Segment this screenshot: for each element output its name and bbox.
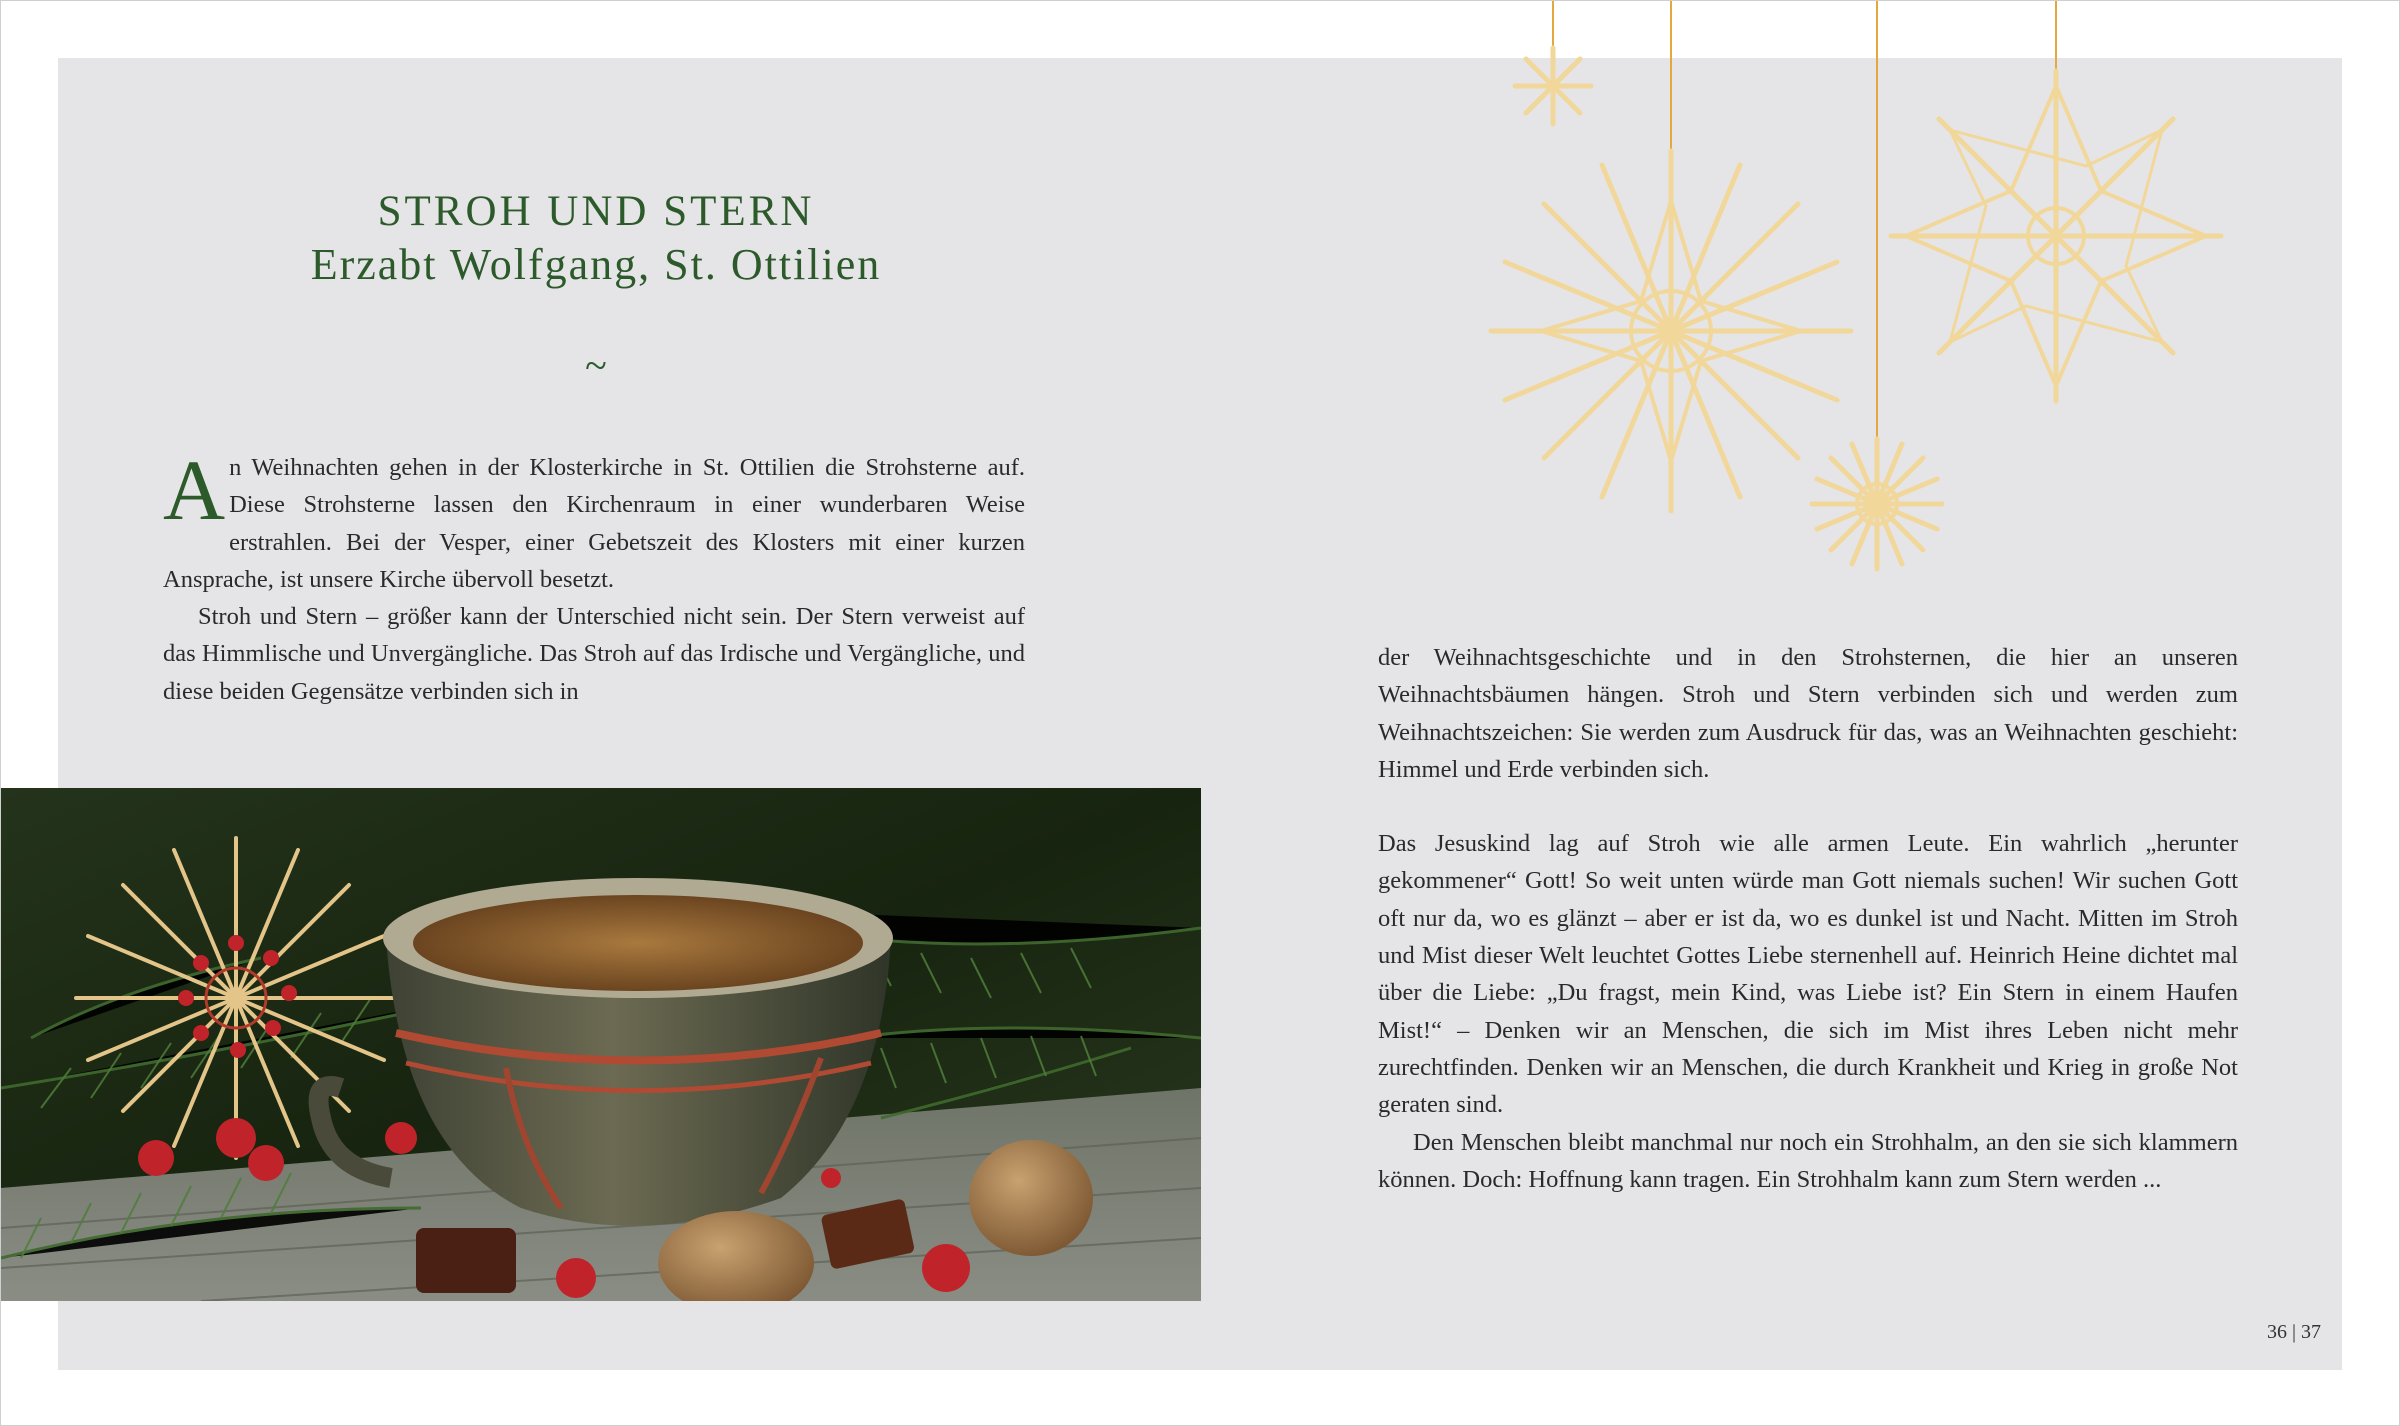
right-column-text: [1378, 639, 2238, 1198]
chapter-title: [161, 186, 1031, 292]
page-numbers: 36 | 37: [2266, 1321, 2321, 1343]
left-paragraph-1-text: n Weihnachten gehen in der Klosterkirche in St. Ottilien die Strohsterne auf. Diese Strohsterne lassen den Kirchenraum in einer wunderbaren Weise erstrahlen. Bei der Vesper, einer Gebetszeit des Klosters mit einer kurzen Ansprache, ist unsere Kirche übervoll besetzt.: [163, 454, 1025, 593]
tea-cup-photo: [1, 788, 1201, 1301]
ornament-tilde: ~: [585, 343, 607, 388]
drop-cap: A: [163, 442, 226, 538]
right-paragraph-2: Das Jesuskind lag auf Stroh wie alle armen Leute. Ein wahrlich „herunter gekommener“ Gott! So weit unten würde man Gott niemals suchen! Wir suchen Gott oft nur da, wo es glänzt – aber er ist da, wo es dunkel ist und Nacht. Mitten im Stroh und Mist dieser Welt leuchtet Gottes Liebe sternenhell auf. Heinrich Heine dichtet mal über die Liebe: „Du fragst, mein Kind, was Liebe ist? Ein Stern in einem Haufen Mist!“ – Denken wir an Menschen, die sich im Mist ihres Leben nicht mehr zurechtfinden. Denken wir an Menschen, die durch Krankheit und Krieg in große Not geraten sind.: [1378, 830, 2238, 1119]
left-column-text: [163, 442, 1025, 710]
hanging-straw-stars-illustration: [1461, 1, 2261, 581]
left-paragraph-1: [163, 442, 1025, 598]
right-paragraph-3: Den Menschen bleibt manchmal nur noch ein Strohhalm, an den sie sich klammern können. Doch: Hoffnung kann tragen. Ein Strohhalm kann zum Stern werden ...: [1378, 1128, 2238, 1193]
left-paragraph-2: Stroh und Stern – größer kann der Unterschied nicht sein. Der Stern verweist auf das Himmlische und Unvergängliche. Das Stroh auf das Irdische und Vergängliche, und diese beiden Gegensätze verbinden sich in: [163, 603, 1025, 705]
chapter-title-line1: STROH UND STERN: [377, 188, 815, 235]
right-paragraph-1: der Weihnachtsgeschichte und in den Strohsternen, die hier an unseren Weihnachtsbäumen hängen. Stroh und Stern verbinden sich und werden zum Weihnachtszeichen: Sie werden zum Ausdruck für das, was an Weihnachten geschieht: Himmel und Erde verbinden sich.: [1378, 644, 2238, 783]
chapter-author-line: Erzabt Wolfgang, St. Ottilien: [310, 240, 882, 289]
